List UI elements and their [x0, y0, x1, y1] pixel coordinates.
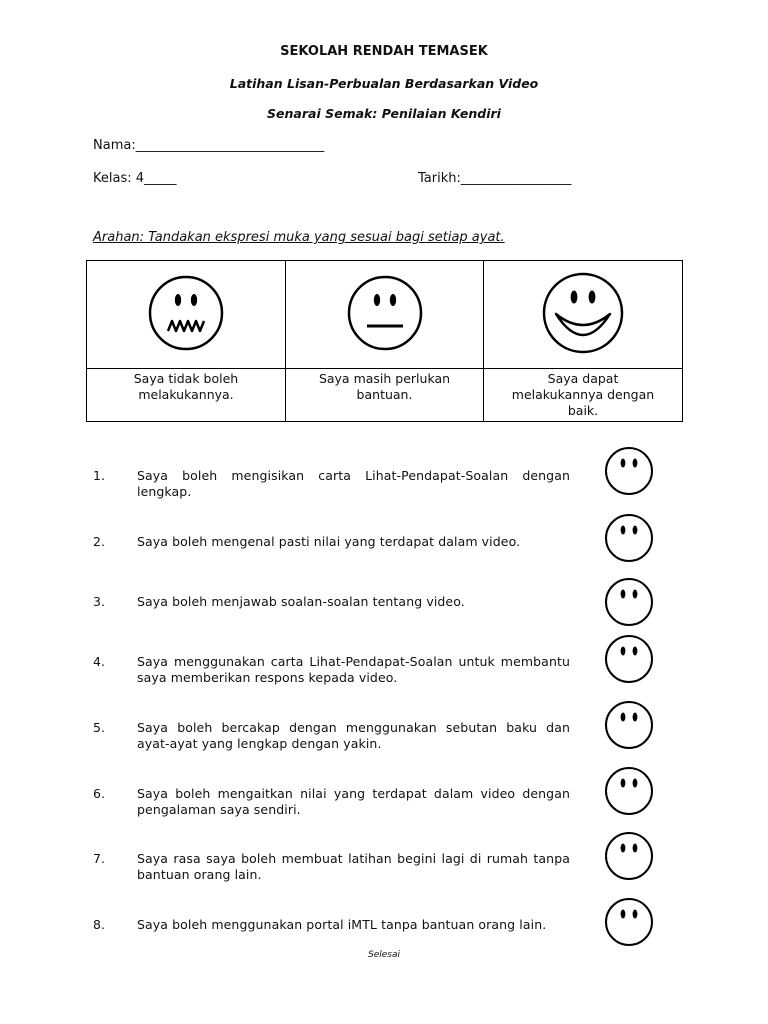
scale-caption-text: Saya tidak boleh melakukannya.: [133, 371, 239, 402]
scale-caption-happy: [484, 369, 683, 422]
item-number: 2.: [93, 534, 105, 549]
instruction: Arahan: Tandakan ekspresi muka yang sesuai bagi setiap ayat.: [93, 230, 505, 245]
face-outline-icon[interactable]: [604, 446, 654, 496]
item-number: 6.: [93, 786, 105, 801]
date-field[interactable]: Tarikh:_________________: [418, 171, 572, 186]
name-field[interactable]: Nama:_____________________________: [93, 138, 325, 153]
item-number: 4.: [93, 654, 105, 669]
face-outline-icon[interactable]: [604, 513, 654, 563]
neutral-face-icon: [345, 273, 425, 353]
footer-end-label: Selesai: [368, 950, 400, 960]
item-text: Saya boleh mengenal pasti nilai yang terdapat dalam video.: [137, 534, 521, 549]
item-text: Saya boleh mengisikan carta Lihat-Pendapat-Soalan dengan lengkap.: [137, 468, 570, 499]
face-outline-icon[interactable]: [604, 897, 654, 947]
sad-face-icon: [146, 273, 226, 353]
school-title: SEKOLAH RENDAH TEMASEK: [280, 44, 488, 59]
item-text: Saya menggunakan carta Lihat-Pendapat-Soalan untuk membantu saya memberikan respons kepada video.: [137, 654, 570, 685]
face-scale-table: [86, 260, 683, 422]
face-outline-icon[interactable]: [604, 831, 654, 881]
scale-cell-neutral: [286, 261, 484, 369]
scale-caption-sad: [87, 369, 286, 422]
face-outline-icon[interactable]: [604, 766, 654, 816]
item-number: 7.: [93, 851, 105, 866]
scale-cell-happy: [484, 261, 683, 369]
item-text: Saya rasa saya boleh membuat latihan begini lagi di rumah tanpa bantuan orang lain.: [137, 851, 570, 882]
item-text: Saya boleh menjawab soalan-soalan tentang video.: [137, 594, 465, 609]
item-number: 8.: [93, 917, 105, 932]
item-text: Saya boleh menggunakan portal iMTL tanpa bantuan orang lain.: [137, 917, 547, 932]
item-number: 5.: [93, 720, 105, 735]
scale-caption-text: Saya masih perlukan bantuan.: [318, 371, 451, 402]
exercise-title: Latihan Lisan-Perbualan Berdasarkan Video: [229, 76, 539, 91]
face-outline-icon[interactable]: [604, 700, 654, 750]
scale-caption-text: Saya dapat melakukannya dengan baik.: [511, 371, 655, 418]
face-outline-icon[interactable]: [604, 577, 654, 627]
item-number: 3.: [93, 594, 105, 609]
class-field[interactable]: Kelas: 4_____: [93, 171, 177, 186]
item-text: Saya boleh mengaitkan nilai yang terdapat dalam video dengan pengalaman saya sendiri.: [137, 786, 570, 817]
scale-cell-sad: [87, 261, 286, 369]
happy-face-icon: [540, 270, 626, 356]
scale-caption-neutral: [286, 369, 484, 422]
face-outline-icon[interactable]: [604, 634, 654, 684]
item-number: 1.: [93, 468, 105, 483]
item-text: Saya boleh bercakap dengan menggunakan sebutan baku dan ayat-ayat yang lengkap dengan yakin.: [137, 720, 570, 751]
checklist-title: Senarai Semak: Penilaian Kendiri: [267, 106, 501, 121]
